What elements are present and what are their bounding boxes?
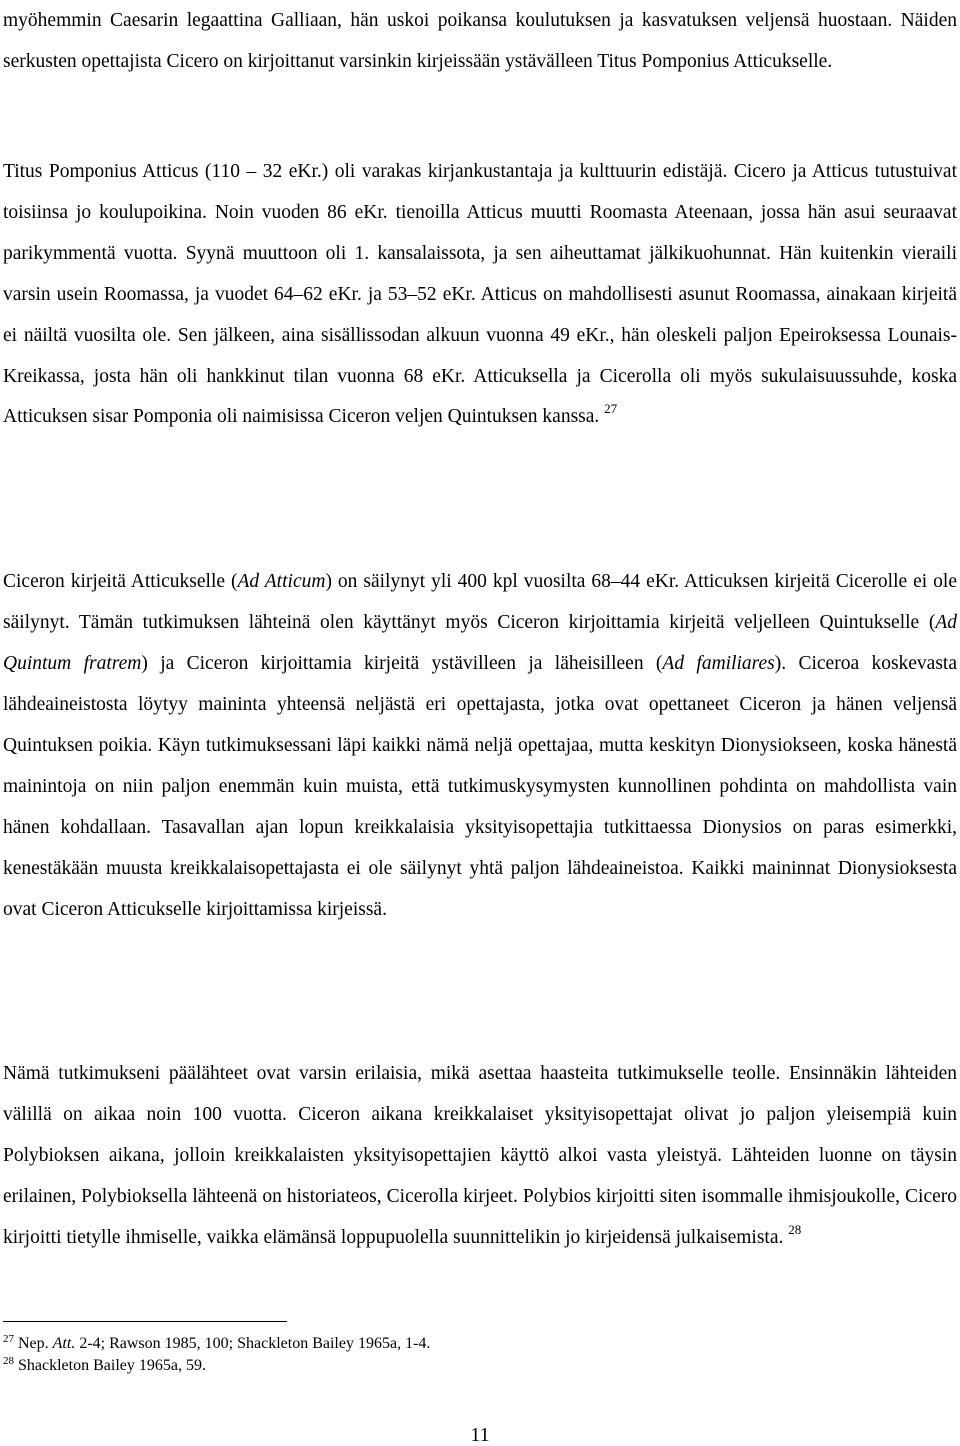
footnote-ref-28[interactable]: 28 (788, 1222, 802, 1237)
footnote-italic-abbrev: Att. (52, 1335, 76, 1352)
paragraph-3 (3, 561, 957, 930)
footnote-text-a: Nep. (18, 1335, 53, 1352)
footnote-divider (3, 1321, 287, 1322)
paragraph-1 (3, 0, 957, 82)
footnote-text: Shackleton Bailey 1965a, 59. (18, 1357, 206, 1374)
footnote-number: 28 (3, 1355, 14, 1367)
paragraph-2 (3, 152, 957, 438)
paragraph-3-text-d: ). Ciceroa koskevasta lähdeaineistosta löytyy maininta yhteensä neljästä eri opettajasta, jotka ovat opettaneet Ciceron ja hänen veljensä Quintuksen poikia. Käyn tutkimuksessani läpi kaikki nämä neljä opettajaa, mutta keskityn Dionysiokseen, koska hänestä mainintoja on niin paljon enemmän kuin muista, että tutkimuskysymysten kunnollinen pohdinta on mahdollista vain hänen kohdallaan. Tasavallan ajan lopun kreikkalaisia yksityisopettajia tutkittaessa Dionysios on paras esimerkki, kenestäkään muusta kreikkalaisopettajasta ei ole säilynyt yhtä paljon lähdeaineistoa. Kaikki maininnat Dionysioksesta ovat Ciceron Atticukselle kirjoittamissa kirjeissä. (3, 653, 957, 920)
paragraph-3-text-c: ) ja Ciceron kirjoittamia kirjeitä ystävilleen ja läheisilleen ( (141, 653, 663, 674)
paragraph-1-text: myöhemmin Caesarin legaattina Galliaan, hän uskoi poikansa koulutuksen ja kasvatuksen veljensä huostaan. Näiden serkusten opettajista Cicero on kirjoittanut varsinkin kirjeissään ystävälleen Titus Pomponius Atticukselle. (3, 10, 957, 72)
paragraph-2-text: Titus Pomponius Atticus (110 – 32 eKr.) oli varakas kirjankustantaja ja kulttuurin edistäjä. Cicero ja Atticus tutustuivat toisiinsa jo koulupoikina. Noin vuoden 86 eKr. tienoilla Atticus muutti Roomasta Ateenaan, jossa hän asui seuraavat parikymmentä vuotta. Syynä muuttoon oli 1. kansalaissota, ja sen aiheuttamat jälkikuohunnat. Hän kuitenkin vieraili varsin usein Roomassa, ja vuodet 64–62 eKr. ja 53–52 eKr. Atticus on mahdollisesti asunut Roomassa, ainakaan kirjeitä ei näiltä vuosilta ole. Sen jälkeen, aina sisällissodan alkuun vuonna 49 eKr., hän oleskeli paljon Epeiroksessa Lounais-Kreikassa, josta hän oli hankkinut tilan vuonna 68 eKr. Atticuksella ja Cicerolla oli myös sukulaisuussuhde, koska Atticuksen sisar Pomponia oli naimisissa Ciceron veljen Quintuksen kanssa. (3, 161, 957, 428)
footnote-27 (3, 1334, 903, 1354)
work-title-ad-quintum-fratrem: Ad Quintum fratrem (3, 612, 957, 674)
paragraph-4 (3, 1053, 957, 1258)
footnote-text-b: 2-4; Rawson 1985, 100; Shackleton Bailey 1965a, 1-4. (75, 1335, 431, 1352)
paragraph-4-text: Nämä tutkimukseni päälähteet ovat varsin erilaisia, mikä asettaa haasteita tutkimukselle teolle. Ensinnäkin lähteiden välillä on aikaa noin 100 vuotta. Ciceron aikana kreikkalaiset yksityisopettajat olivat jo paljon yleisempiä kuin Polybioksen aikana, jolloin kreikkalaisten yksityisopettajien käyttö alkoi vasta yleistyä. Lähteiden luonne on täysin erilainen, Polybioksella lähteenä on historiateos, Cicerolla kirjeet. Polybios kirjoitti siten isommalle ihmisjoukolle, Cicero kirjoitti tietylle ihmiselle, vaikka elämänsä loppupuolella suunnittelikin jo kirjeidensä julkaisemista. (3, 1063, 957, 1248)
footnote-number: 27 (3, 1333, 14, 1345)
footnote-ref-27[interactable]: 27 (604, 401, 618, 417)
work-title-ad-familiares: Ad familiares (662, 653, 775, 674)
paragraph-3-text-a: Ciceron kirjeitä Atticukselle ( (3, 571, 238, 592)
work-title-ad-atticum: Ad Atticum (237, 571, 326, 592)
page-number: 11 (470, 1424, 490, 1446)
paragraph-3-text-b: ) on säilynyt yli 400 kpl vuosilta 68–44 eKr. Atticuksen kirjeitä Cicerolle ei ole säilynyt. Tämän tutkimuksen lähteinä olen käyttänyt myös Ciceron kirjoittamia kirjeitä veljelleen Quintukselle ( (3, 571, 957, 633)
footnote-28 (3, 1356, 903, 1376)
